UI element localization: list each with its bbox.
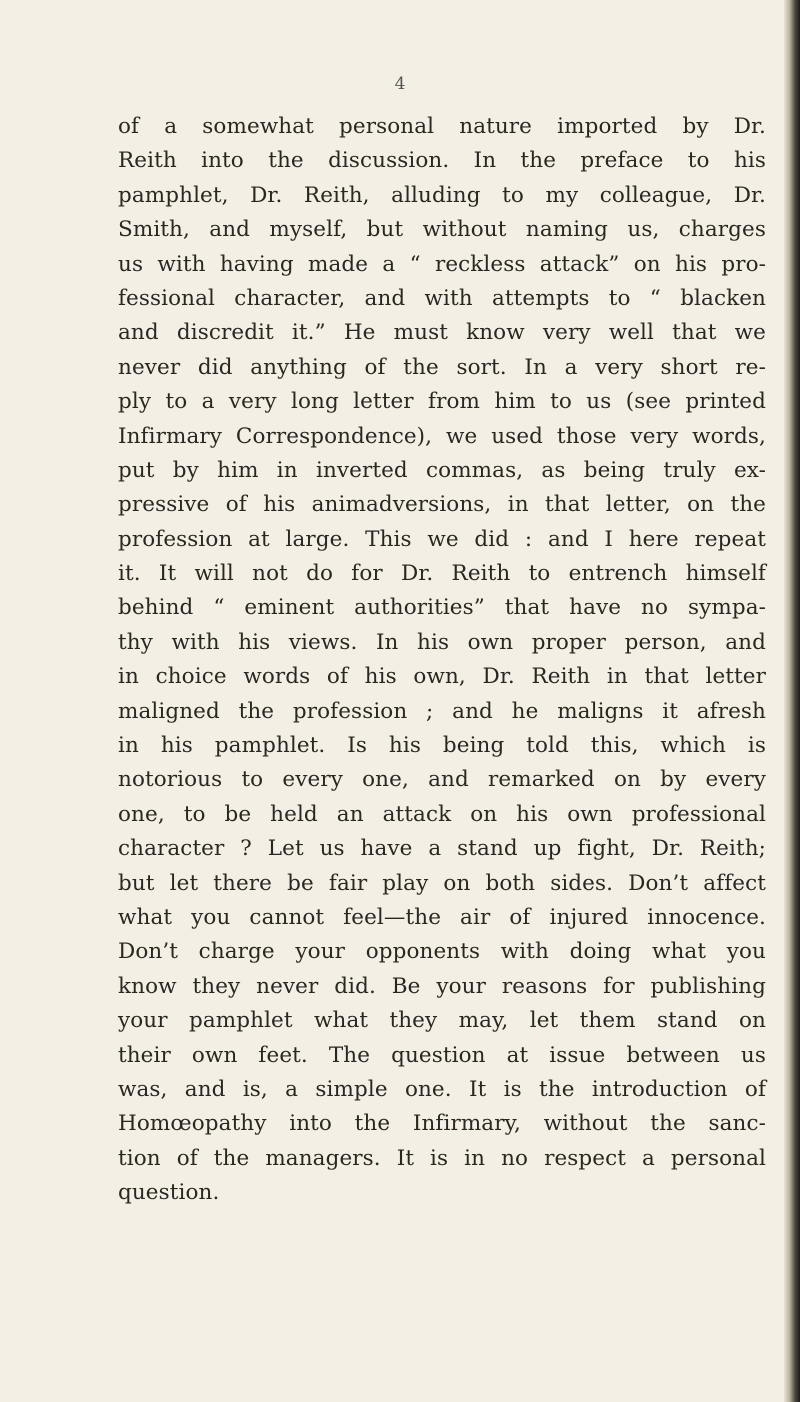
text-line: fessional character, and with attempts to “ blacken xyxy=(118,285,766,311)
text-line: it. It will not do for Dr. Reith to entrench himself xyxy=(118,561,766,587)
text-line: of a somewhat personal nature imported by Dr. xyxy=(118,114,766,139)
text-line: what you cannot feel—the air of injured innocence. xyxy=(118,904,766,930)
text-line: Infirmary Correspondence), we used those very words, xyxy=(118,423,766,449)
text-line: notorious to every one, and remarked on by every xyxy=(118,767,766,793)
text-line: pamphlet, Dr. Reith, alluding to my colleague, Dr. xyxy=(118,182,766,208)
text-line: thy with his views. In his own proper person, and xyxy=(118,629,766,655)
text-line: in choice words of his own, Dr. Reith in that letter xyxy=(118,664,766,690)
text-line: was, and is, a simple one. It is the introduction of xyxy=(118,1076,766,1102)
text-line: but let there be fair play on both sides. Don’t affect xyxy=(118,870,766,896)
text-line: your pamphlet what they may, let them stand on xyxy=(118,1008,766,1034)
body-text xyxy=(118,110,766,1211)
text-line: profession at large. This we did : and I here repeat xyxy=(118,526,766,552)
text-line: one, to be held an attack on his own professional xyxy=(118,801,766,827)
text-line: Reith into the discussion. In the preface to his xyxy=(118,148,766,174)
page-number: 4 xyxy=(394,74,406,94)
text-line: in his pamphlet. Is his being told this, which is xyxy=(118,733,766,759)
text-line: and discredit it.” He must know very well that we xyxy=(118,320,766,346)
text-line: character ? Let us have a stand up fight, Dr. Reith; xyxy=(118,836,766,862)
text-line: us with having made a “ reckless attack” on his pro- xyxy=(118,251,766,277)
text-line: their own feet. The question at issue between us xyxy=(118,1042,766,1068)
text-line: maligned the profession ; and he maligns it afresh xyxy=(118,698,766,724)
text-line: ply to a very long letter from him to us (see printed xyxy=(118,389,766,415)
text-line: tion of the managers. It is in no respect a personal xyxy=(118,1145,766,1171)
text-line: Homœopathy into the Infirmary, without the sanc- xyxy=(118,1111,766,1137)
text-line: know they never did. Be your reasons for publishing xyxy=(118,973,766,999)
text-line: pressive of his animadversions, in that letter, on the xyxy=(118,492,766,518)
text-line: Don’t charge your opponents with doing what you xyxy=(118,939,766,965)
text-line: Smith, and myself, but without naming us, charges xyxy=(118,217,766,243)
text-line: behind “ eminent authorities” that have no sympa- xyxy=(118,595,766,621)
page-binding-edge xyxy=(784,0,800,1402)
text-line: never did anything of the sort. In a very short re- xyxy=(118,354,766,380)
text-line: put by him in inverted commas, as being truly ex- xyxy=(118,457,766,483)
text-line: question. xyxy=(118,1180,220,1206)
